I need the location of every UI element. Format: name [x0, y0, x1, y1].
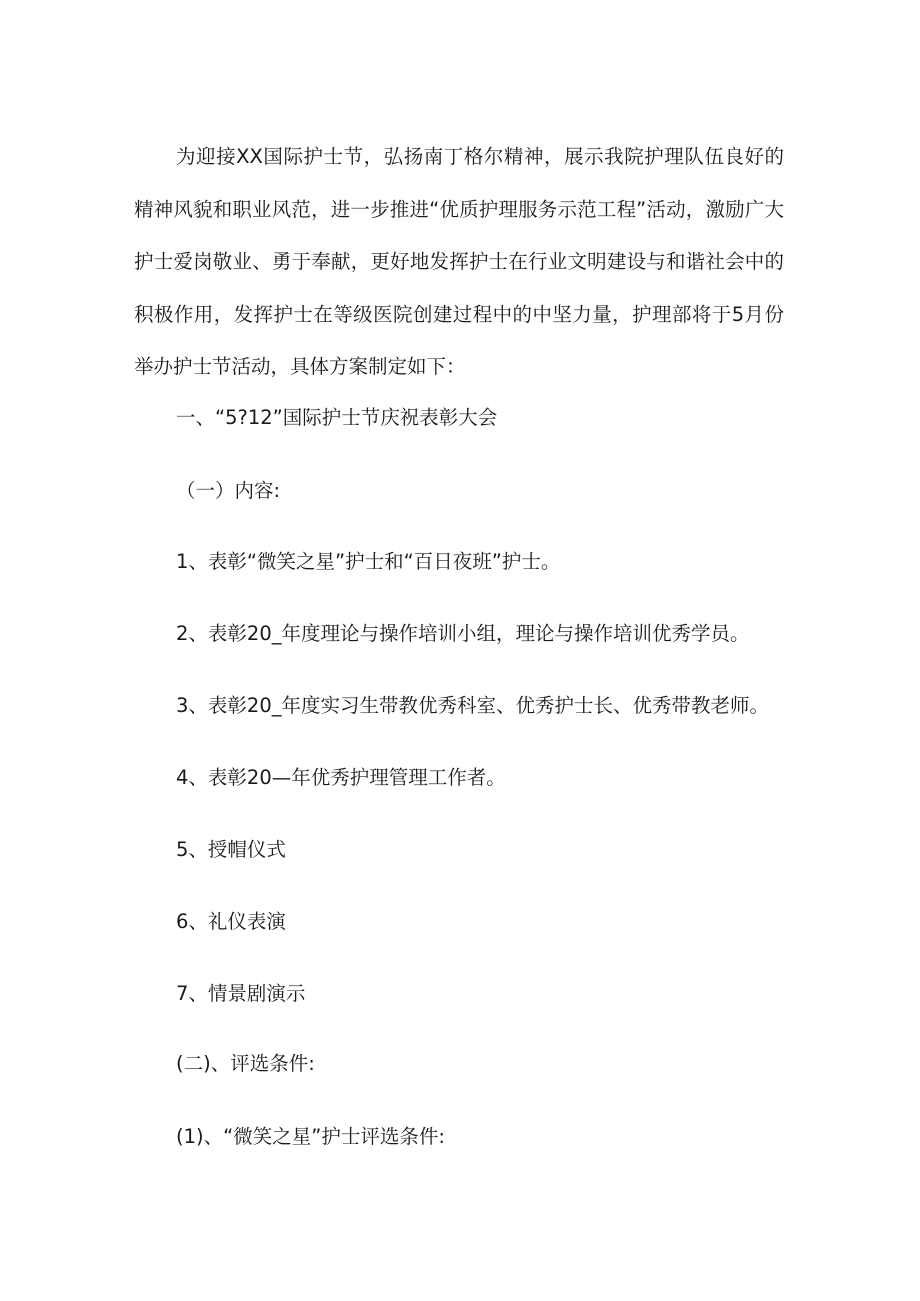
list-item: 1、表彰“微笑之星”护士和“百日夜班”护士。	[176, 550, 561, 573]
section-heading-celebration: 一、“5?12”国际护士节庆祝表彰大会	[176, 406, 498, 429]
criteria-heading-smile-star: (1)、“微笑之星”护士评选条件:	[176, 1125, 445, 1148]
list-item: 2、表彰20_年度理论与操作培训小组，理论与操作培训优秀学员。	[176, 622, 750, 645]
list-item: 4、表彰20—年优秀护理管理工作者。	[176, 766, 506, 789]
list-item: 5、授帽仪式	[176, 838, 286, 861]
list-item: 6、礼仪表演	[176, 910, 286, 933]
subsection-heading-criteria: (二)、评选条件:	[176, 1052, 315, 1075]
list-item: 3、表彰20_年度实习生带教优秀科室、优秀护士长、优秀带教老师。	[176, 694, 769, 717]
intro-paragraph: 为迎接XX国际护士节，弘扬南丁格尔精神，展示我院护理队伍良好的精神风貌和职业风范，进一步推进“优质护理服务示范工程”活动，激励广大护士爱岗敬业、勇于奉献，更好地发挥护士在行业文明建设与和谐社会中的积极作用，发挥护士在等级医院创建过程中的中坚力量，护理部将于5月份举办护士节活动，具体方案制定如下：	[134, 145, 784, 378]
subsection-heading-content: （一）内容:	[176, 479, 281, 502]
list-item: 7、情景剧演示	[176, 982, 306, 1005]
